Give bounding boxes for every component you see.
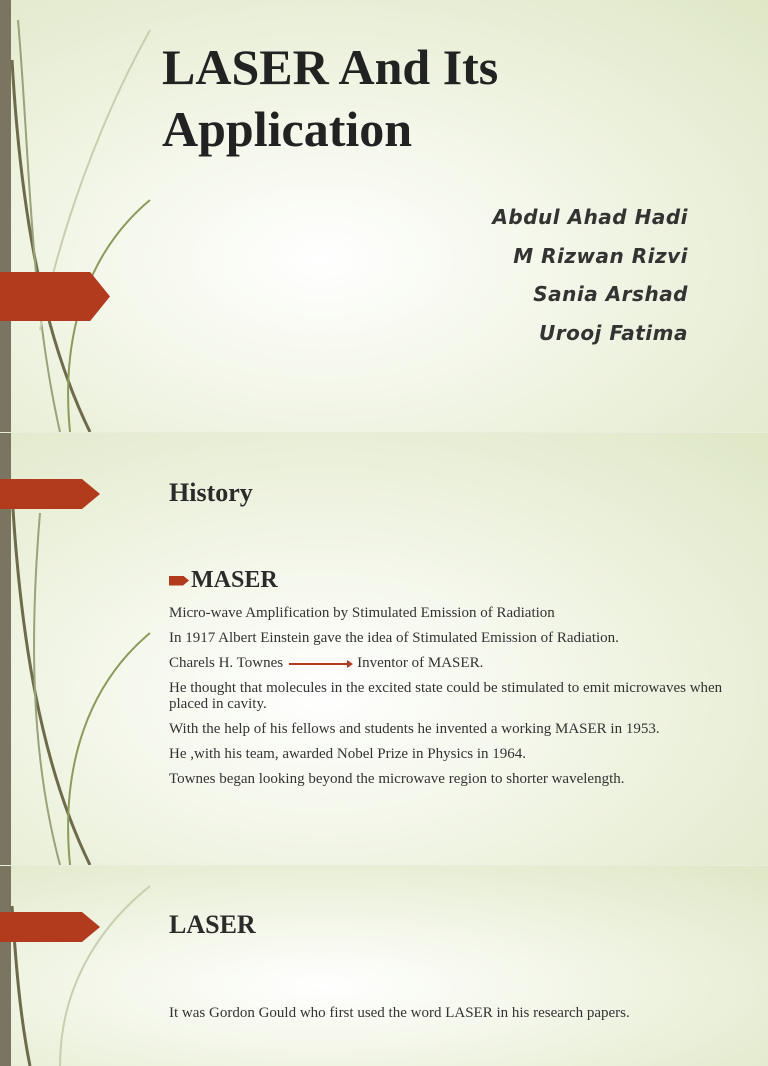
- body-line: Townes began looking beyond the microwave region to shorter wavelength.: [169, 771, 625, 787]
- author-name: M Rizwan Rizvi: [513, 243, 688, 268]
- arrow-tab-decoration: [0, 912, 100, 942]
- body-line: Micro-wave Amplification by Stimulated Emission of Radiation: [169, 605, 555, 621]
- decorative-swoosh: [0, 866, 160, 1066]
- subheading-text: MASER: [191, 567, 278, 593]
- author-name: Abdul Ahad Hadi: [492, 205, 688, 229]
- arrow-tab-decoration: [0, 272, 110, 321]
- inventor-name: Charels H. Townes: [169, 655, 284, 671]
- inventor-role: Inventor of MASER.: [357, 655, 484, 671]
- slide-heading: LASER: [169, 910, 256, 939]
- slide-heading: History: [169, 478, 253, 507]
- body-line: He ,with his team, awarded Nobel Prize in Physics in 1964.: [169, 746, 527, 762]
- bullet-arrow-icon: [169, 576, 189, 586]
- presentation-title: [162, 36, 498, 160]
- arrow-right-icon: [289, 663, 351, 665]
- body-line: With the help of his fellows and students he invented a working MASER in 1953.: [169, 721, 660, 737]
- decorative-swoosh: [0, 0, 160, 432]
- history-slide: [0, 433, 768, 865]
- arrow-tab-decoration: [0, 479, 100, 509]
- author-name: Urooj Fatima: [538, 320, 688, 345]
- slide-subheading: [169, 567, 278, 594]
- body-line: It was Gordon Gould who first used the word LASER in his research papers.: [169, 1005, 630, 1021]
- title-slide: [0, 0, 768, 432]
- author-name: Sania Arshad: [533, 282, 688, 306]
- body-line: He thought that molecules in the excited state could be stimulated to emit microwaves when placed in cavity.: [169, 680, 723, 712]
- history-body: [169, 605, 729, 796]
- body-line: [169, 655, 729, 671]
- laser-slide: [0, 866, 768, 1066]
- body-line: In 1917 Albert Einstein gave the idea of Stimulated Emission of Radiation.: [169, 630, 619, 646]
- title-line-1: LASER And Its: [162, 39, 499, 95]
- title-line-2: Application: [162, 101, 413, 157]
- author-list: [492, 198, 688, 352]
